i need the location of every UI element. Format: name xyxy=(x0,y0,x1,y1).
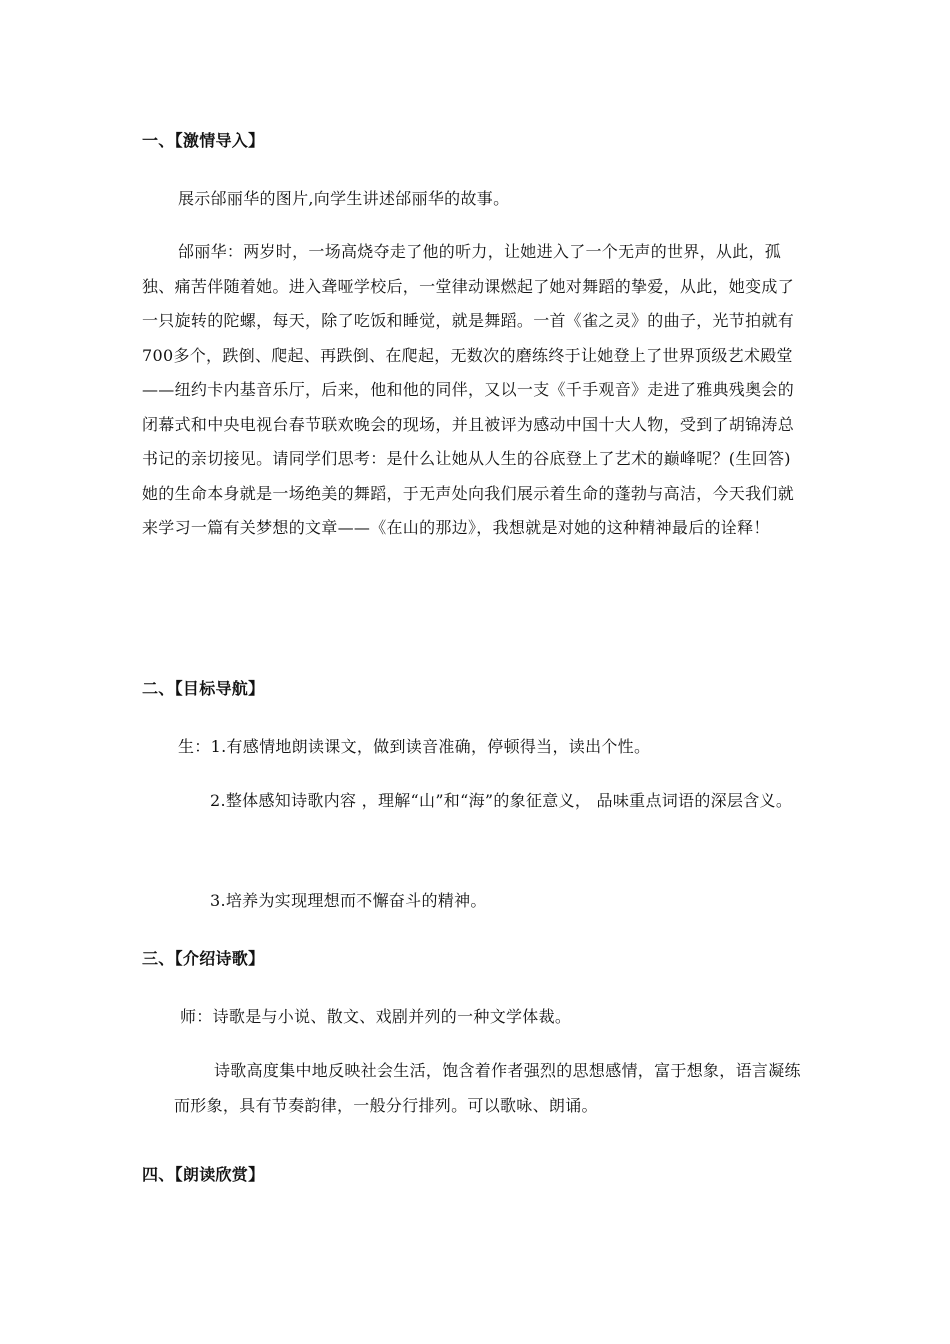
section-heading-1: 一、【激情导入】 xyxy=(142,131,265,150)
paragraph-story: 邰丽华：两岁时，一场高烧夺走了他的听力，让她进入了一个无声的世界，从此，孤独、痛苦伴随着她。进入聋哑学校后，一堂律动课燃起了她对舞蹈的挚爱，从此，她变成了一只旋转的陀螺，每天，除了吃饭和睡觉，就是舞蹈。一首《雀之灵》的曲子，光节拍就有700多个，跌倒、爬起、再跌倒、在爬起，无数次的磨练终于让她登上了世界顶级艺术殿堂——纽约卡内基音乐厅，后来，他和他的同伴，又以一支《千手观音》走进了雅典残奥会的闭幕式和中央电视台春节联欢晚会的现场，并且被评为感动中国十大人物，受到了胡锦涛总书记的亲切接见。请同学们思考：是什么让她从人生的谷底登上了艺术的巅峰呢？(生回答) 她的生命本身就是一场绝美的舞蹈，于无声处向我们展示着生命的蓬勃与高洁，今天我们就来学习一篇有关梦想的文章——《在山的那边》，我想就是对她的这种精神最后的诠释！ xyxy=(142,242,824,537)
section-heading-4: 四、【朗读欣赏】 xyxy=(142,1165,265,1184)
poem-characteristics: 诗歌高度集中地反映社会生活，饱含着作者强烈的思想感情，富于想象，语言凝练而形象，具有节奏韵律，一般分行排列。可以歌咏、朗诵。 xyxy=(174,1061,801,1115)
section-heading-3: 三、【介绍诗歌】 xyxy=(142,949,265,968)
goal-item-3: 3.培养为实现理想而不懈奋斗的精神。 xyxy=(210,891,487,910)
goal-item-2: 2.整体感知诗歌内容 ，理解“山”和“海”的象征意义， 品味重点词语的深层含义。 xyxy=(210,791,793,810)
section-heading-2: 二、【目标导航】 xyxy=(142,679,265,698)
poem-definition: 师：诗歌是与小说、散文、戏剧并列的一种文学体裁。 xyxy=(180,1007,572,1026)
goal-item-1: 生：1.有感情地朗读课文，做到读音准确，停顿得当，读出个性。 xyxy=(178,737,651,756)
paragraph-intro: 展示邰丽华的图片,向学生讲述邰丽华的故事。 xyxy=(178,189,510,208)
